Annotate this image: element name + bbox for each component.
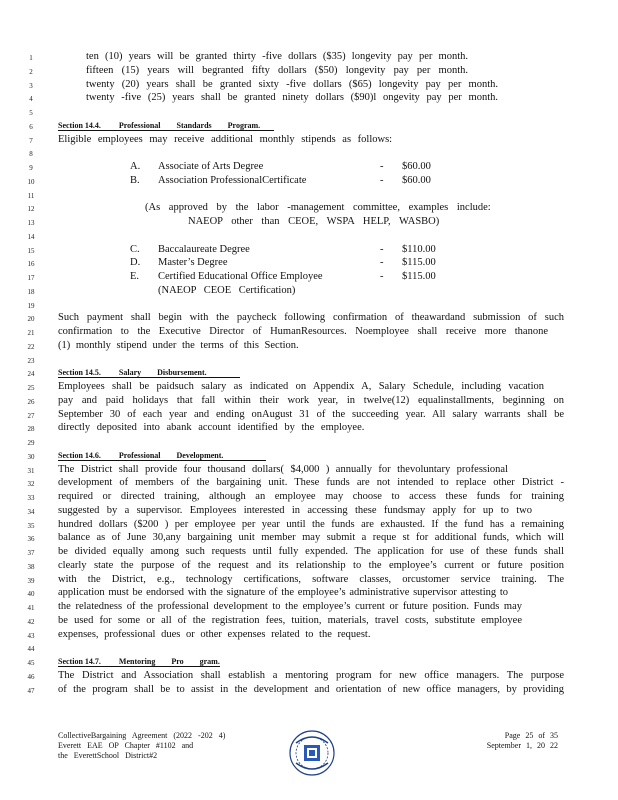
line-number: 42 <box>27 617 35 626</box>
line-number: 14 <box>27 232 35 241</box>
text-line: hundred dollars ($200 ) per employee per year until the funds are exhausted. If the fund has a remaining <box>58 518 564 530</box>
line-46 <box>0 670 618 684</box>
line-number: 41 <box>27 604 35 612</box>
footer-date: September 1, 20 22 <box>486 741 558 750</box>
text-line: required or directed training, although an employee may choose to access these funds for training <box>58 491 564 502</box>
line-27 <box>0 409 618 423</box>
line-35 <box>0 519 618 533</box>
line-13 <box>0 216 618 230</box>
line-number: 9 <box>29 164 33 172</box>
section-title: Mentoring Pro gram. <box>118 657 220 666</box>
text-line: (NAEOP CEOE Certification) <box>158 284 296 296</box>
line-number: 12 <box>27 205 35 214</box>
footer-left-line: Everett EAE OP Chapter #1102 and <box>58 741 194 750</box>
line-number: 27 <box>27 411 35 420</box>
line-17 <box>0 271 618 285</box>
section-title: Professional Development. <box>118 450 224 460</box>
degree-dash: - <box>380 174 384 186</box>
line-number: 10 <box>27 177 35 186</box>
line-21 <box>0 326 618 340</box>
line-number: 21 <box>27 329 35 337</box>
line-3 <box>0 79 618 93</box>
line-number: 17 <box>27 274 35 282</box>
line-6 <box>0 120 618 134</box>
text-line: development of members of the bargaining unit. These funds are not intended to replace other District - <box>58 477 564 489</box>
line-38 <box>0 560 618 574</box>
line-9 <box>0 161 618 175</box>
line-24 <box>0 367 618 381</box>
line-number: 47 <box>27 686 35 695</box>
line-number: 18 <box>27 287 35 296</box>
line-number: 20 <box>27 315 35 324</box>
line-number: 38 <box>27 562 35 571</box>
line-number: 7 <box>29 136 33 145</box>
line-number: 46 <box>27 672 35 681</box>
section-title: Professional Standards Program. <box>118 120 261 130</box>
degree-name: Associate of Arts Degree <box>158 161 264 172</box>
text-line: application must be endorsed with the signature of the employee’s administrative supervisor attesting to <box>58 587 508 599</box>
text-line: (1) monthly stipend under the terms of this Section. <box>58 339 299 351</box>
bullet-text: fifteen (15) years will begranted fifty dollars ($50) longevity pay per month. <box>86 64 468 76</box>
text-line: pay and paid holidays that fall within their work year, in twelve(12) equalinstallments, beginning on <box>58 394 564 406</box>
degree-dash: - <box>380 257 384 269</box>
degree-amount: $115.00 <box>402 271 436 282</box>
line-number: 36 <box>27 535 35 544</box>
text-line: The District shall provide four thousand dollars( $4,000 ) annually for thevoluntary professional <box>58 463 508 475</box>
union-seal-logo <box>288 729 336 777</box>
section-number: Section 14.7. <box>58 657 101 666</box>
line-14 <box>0 230 618 244</box>
line-47 <box>0 684 618 698</box>
line-12 <box>0 202 618 216</box>
line-44 <box>0 642 618 656</box>
text-line: September 30 of each year and ending onAugust 31 of the succeeding year. All salary warrants shall be <box>58 408 564 420</box>
line-16 <box>0 257 618 271</box>
footer-left-line: the EverettSchool District#2 <box>58 751 158 760</box>
line-34 <box>0 505 618 519</box>
line-number: 24 <box>27 370 35 379</box>
line-23 <box>0 354 618 368</box>
bullet-text: twenty -five (25) years shall be granted ninety dollars ($90)l ongevity pay per month. <box>86 92 498 104</box>
line-number: 16 <box>27 260 35 269</box>
text-line: be used for some or all of the registration fees, tuition, materials, travel costs, substitute employee <box>58 614 522 626</box>
section-number: Section 14.4. <box>58 120 101 130</box>
line-41 <box>0 601 618 615</box>
line-32 <box>0 477 618 491</box>
text-line: confirmation to the Executive Director of HumanResources. Noemployee shall receive more thanone <box>58 326 548 337</box>
text-line: The District and Association shall establish a mentoring program for new office managers. The purpose <box>58 669 564 681</box>
longevity-bullet <box>76 79 498 90</box>
line-number: 43 <box>27 631 35 640</box>
text-line: of the program shall be to assist in the development and orientation of new office managers, by providing <box>58 683 564 695</box>
degree-amount: $110.00 <box>402 243 436 255</box>
text-line: the relatedness of the professional development to the employee’s current or future position. Funds may <box>58 601 522 612</box>
degree-dash: - <box>380 161 384 172</box>
line-39 <box>0 574 618 588</box>
line-42 <box>0 615 618 629</box>
degree-letter: D. <box>130 257 141 269</box>
degree-dash: - <box>380 243 384 255</box>
degree-letter: A. <box>130 161 141 172</box>
bullet-text: twenty (20) years shall be granted sixty -five dollars ($65) longevity pay per month. <box>86 78 498 90</box>
line-22 <box>0 340 618 354</box>
degree-letter: B. <box>130 174 140 186</box>
longevity-bullet <box>76 92 498 103</box>
text-line: directly deposited into abank account identified by the employee. <box>58 422 365 434</box>
line-43 <box>0 629 618 643</box>
line-8 <box>0 147 618 161</box>
section-heading <box>58 451 266 461</box>
line-number: 44 <box>27 645 35 654</box>
longevity-bullet <box>76 51 468 62</box>
line-33 <box>0 491 618 505</box>
line-number: 11 <box>27 191 35 200</box>
footer-left-line: CollectiveBargaining Agreement (2022 -202 4) <box>58 731 226 740</box>
page-number: Page 25 of 35 <box>504 731 558 740</box>
line-4 <box>0 92 618 106</box>
text-line: balance as of June 30,any bargaining unit member may submit a reque st for additional funds, which will <box>58 532 564 544</box>
text-line: suggested by a supervisor. Employees interested in accessing these fundsmay apply for up to two <box>58 504 532 516</box>
line-19 <box>0 299 618 313</box>
line-10 <box>0 175 618 189</box>
degree-amount: $115.00 <box>402 257 436 269</box>
line-28 <box>0 422 618 436</box>
line-36 <box>0 532 618 546</box>
line-number: 35 <box>27 521 35 530</box>
line-number: 30 <box>27 452 35 461</box>
line-29 <box>0 436 618 450</box>
line-30 <box>0 450 618 464</box>
degree-amount: $60.00 <box>402 174 431 186</box>
line-number: 4 <box>29 95 33 104</box>
section-number: Section 14.5. <box>58 368 101 378</box>
line-number: 40 <box>27 590 35 599</box>
longevity-bullet <box>76 65 468 76</box>
text-line: be divided equally among such requests until fully expended. The application for use of these funds shall <box>58 546 564 557</box>
line-40 <box>0 587 618 601</box>
degree-letter: E. <box>130 271 140 282</box>
line-number: 8 <box>29 150 33 159</box>
line-number: 23 <box>27 356 35 365</box>
line-7 <box>0 134 618 148</box>
line-number: 45 <box>27 659 35 667</box>
line-5 <box>0 106 618 120</box>
degree-name: Association ProfessionalCertificate <box>158 174 307 186</box>
line-number: 29 <box>27 439 35 447</box>
degree-name: Certified Educational Office Employee <box>158 271 323 282</box>
text-line: Such payment shall begin with the paycheck following confirmation of theawardand submission of such <box>58 312 564 324</box>
line-18 <box>0 285 618 299</box>
line-number: 28 <box>27 425 35 434</box>
section-number: Section 14.6. <box>58 450 101 460</box>
text-line: Eligible employees may receive additional monthly stipends as follows: <box>58 133 393 145</box>
degree-name: Baccalaureate Degree <box>158 243 250 255</box>
line-2 <box>0 65 618 79</box>
line-number: 19 <box>27 301 35 310</box>
degree-dash: - <box>380 271 384 282</box>
line-15 <box>0 244 618 258</box>
line-31 <box>0 464 618 478</box>
footer-right <box>487 731 558 751</box>
line-number: 13 <box>27 219 35 227</box>
text-line: NAEOP other than CEOE, WSPA HELP, WASBO) <box>188 216 440 227</box>
line-number: 3 <box>29 81 33 90</box>
line-number: 22 <box>27 342 35 351</box>
line-number: 34 <box>27 507 35 516</box>
text-line: Employees shall be paidsuch salary as indicated on Appendix A, Salary Schedule, including vacation <box>58 381 544 392</box>
line-number: 5 <box>29 109 33 117</box>
line-25 <box>0 381 618 395</box>
degree-name: Master’s Degree <box>158 257 228 269</box>
line-number: 33 <box>27 494 35 502</box>
section-heading <box>58 121 274 131</box>
line-number: 32 <box>27 480 35 489</box>
degree-amount: $60.00 <box>402 161 431 172</box>
line-number: 25 <box>27 384 35 392</box>
line-number: 15 <box>27 246 35 255</box>
line-26 <box>0 395 618 409</box>
text-line: with the District, e.g., technology certifications, software classes, orcustomer service training. The <box>58 573 564 585</box>
line-37 <box>0 546 618 560</box>
bullet-text: ten (10) years will be granted thirty -five dollars ($35) longevity pay per month. <box>86 51 468 62</box>
text-line: (As approved by the labor -management committee, examples include: <box>145 202 491 214</box>
degree-letter: C. <box>130 243 140 255</box>
line-11 <box>0 189 618 203</box>
line-number: 39 <box>27 576 35 585</box>
line-20 <box>0 312 618 326</box>
line-number: 31 <box>27 466 35 475</box>
line-1 <box>0 51 618 65</box>
section-title: Salary Disbursement. <box>118 368 207 378</box>
line-number: 37 <box>27 549 35 557</box>
line-number: 26 <box>27 397 35 406</box>
line-number: 2 <box>29 67 33 76</box>
section-heading <box>58 368 240 378</box>
text-line: clearly state the purpose of the request and its relationship to the employee’s current or future position <box>58 559 564 571</box>
line-number: 1 <box>29 54 33 62</box>
text-line: expenses, professional dues or other expenses related to the request. <box>58 628 371 640</box>
line-45 <box>0 656 618 670</box>
line-number: 6 <box>29 122 33 131</box>
section-heading <box>58 657 220 667</box>
footer-left <box>58 731 225 761</box>
